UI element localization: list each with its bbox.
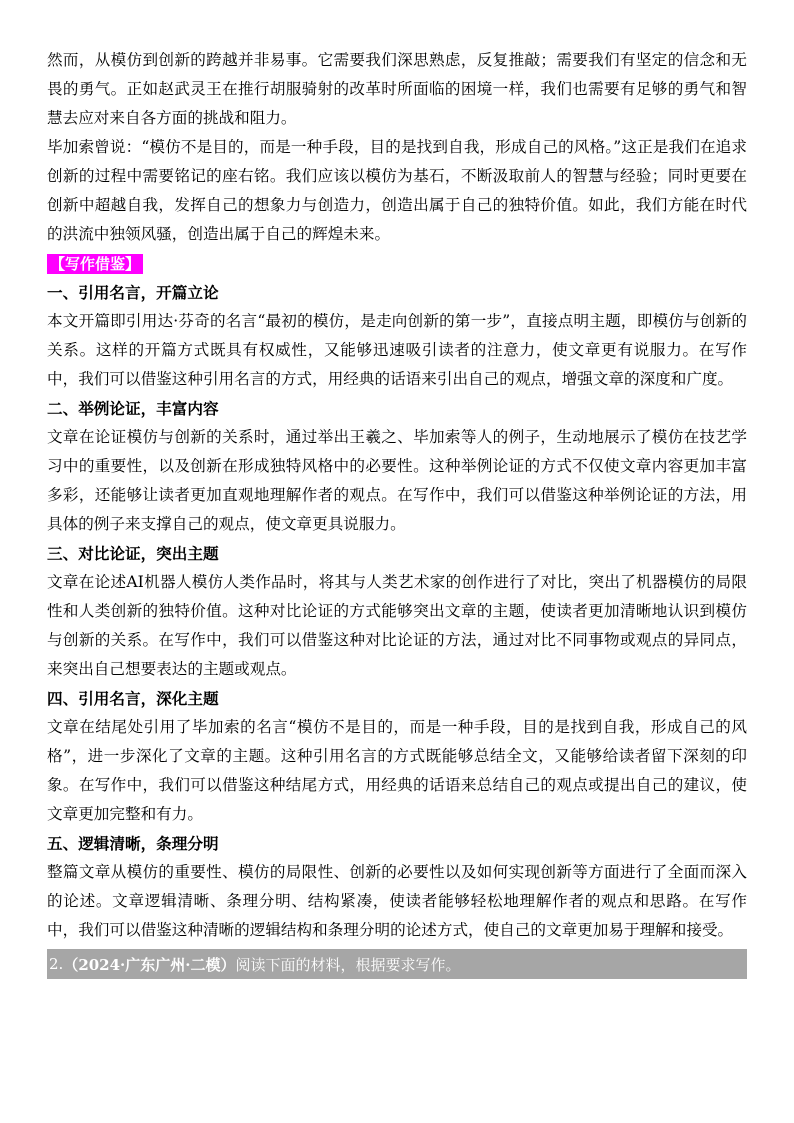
section-body-1: 本文开篇即引用达·芬奇的名言“最初的模仿，是走向创新的第一步”，直接点明主题，即模仿与创新的关系。这样的开篇方式既具有权威性，又能够迅速吸引读者的注意力，使文章更有说服力。在写作中，我们可以借鉴这种引用名言的方式，用经典的话语来引出自己的观点，增强文章的深度和广度。: [47, 312, 747, 388]
writing-reference-tag: 【写作借鉴】: [47, 254, 143, 274]
section-heading-1: 一、引用名言，开篇立论: [47, 283, 219, 302]
section-heading-2: 二、举例论证，丰富内容: [47, 399, 219, 418]
question-source: （2024·广东广州·二模）: [63, 955, 236, 974]
section-body-2: 文章在论证模仿与创新的关系时，通过举出王羲之、毕加索等人的例子，生动地展示了模仿在技艺学习中的重要性，以及创新在形成独特风格中的必要性。这种举例论证的方式不仅使文章内容更加丰富多彩，还能够让读者更加直观地理解作者的观点。在写作中，我们可以借鉴这种举例论证的方法，用具体的例子来支撑自己的观点，使文章更具说服力。: [47, 428, 747, 533]
section-body-3: 文章在论述AI机器人模仿人类作品时，将其与人类艺术家的创作进行了对比，突出了机器模仿的局限性和人类创新的独特价值。这种对比论证的方式能够突出文章的主题，使读者更加清晰地认识到模仿与创新的关系。在写作中，我们可以借鉴这种对比论证的方法，通过对比不同事物或观点的异同点，来突出自己想要表达的主题或观点。: [47, 573, 747, 678]
section-body-5: 整篇文章从模仿的重要性、模仿的局限性、创新的必要性以及如何实现创新等方面进行了全面而深入的论述。文章逻辑清晰、条理分明、结构紧凑，使读者能够轻松地理解作者的观点和思路。在写作中，我们可以借鉴这种清晰的逻辑结构和条理分明的论述方式，使自己的文章更加易于理解和接受。: [47, 863, 747, 939]
question-prompt: 阅读下面的材料，根据要求写作。: [235, 955, 461, 974]
question-header-bar: [47, 949, 747, 979]
section-heading-5: 五、逻辑清晰，条理分明: [47, 834, 219, 853]
section-tag-row: [47, 249, 747, 278]
section-heading-4: 四、引用名言，深化主题: [47, 689, 219, 708]
document-content: [47, 46, 747, 979]
paragraph: 然而，从模仿到创新的跨越并非易事。它需要我们深思熟虑，反复推敲；需要我们有坚定的信念和无畏的勇气。正如赵武灵王在推行胡服骑射的改革时所面临的困境一样，我们也需要有足够的勇气和智慧去应对来自各方面的挑战和阻力。: [47, 51, 747, 127]
section-heading-3: 三、对比论证，突出主题: [47, 544, 219, 563]
question-number: 2.: [49, 955, 64, 973]
section-body-4: 文章在结尾处引用了毕加索的名言“模仿不是目的，而是一种手段，目的是找到自我，形成自己的风格”，进一步深化了文章的主题。这种引用名言的方式既能够总结全文，又能够给读者留下深刻的印象。在写作中，我们可以借鉴这种结尾方式，用经典的话语来总结自己的观点或提出自己的建议，使文章更加完整和有力。: [47, 718, 747, 823]
paragraph: 毕加索曾说：“模仿不是目的，而是一种手段，目的是找到自我，形成自己的风格。”这正是我们在追求创新的过程中需要铭记的座右铭。我们应该以模仿为基石，不断汲取前人的智慧与经验；同时更要在创新中超越自我，发挥自己的想象力与创造力，创造出属于自己的独特价值。如此，我们方能在时代的洪流中独领风骚，创造出属于自己的辉煌未来。: [47, 138, 747, 243]
